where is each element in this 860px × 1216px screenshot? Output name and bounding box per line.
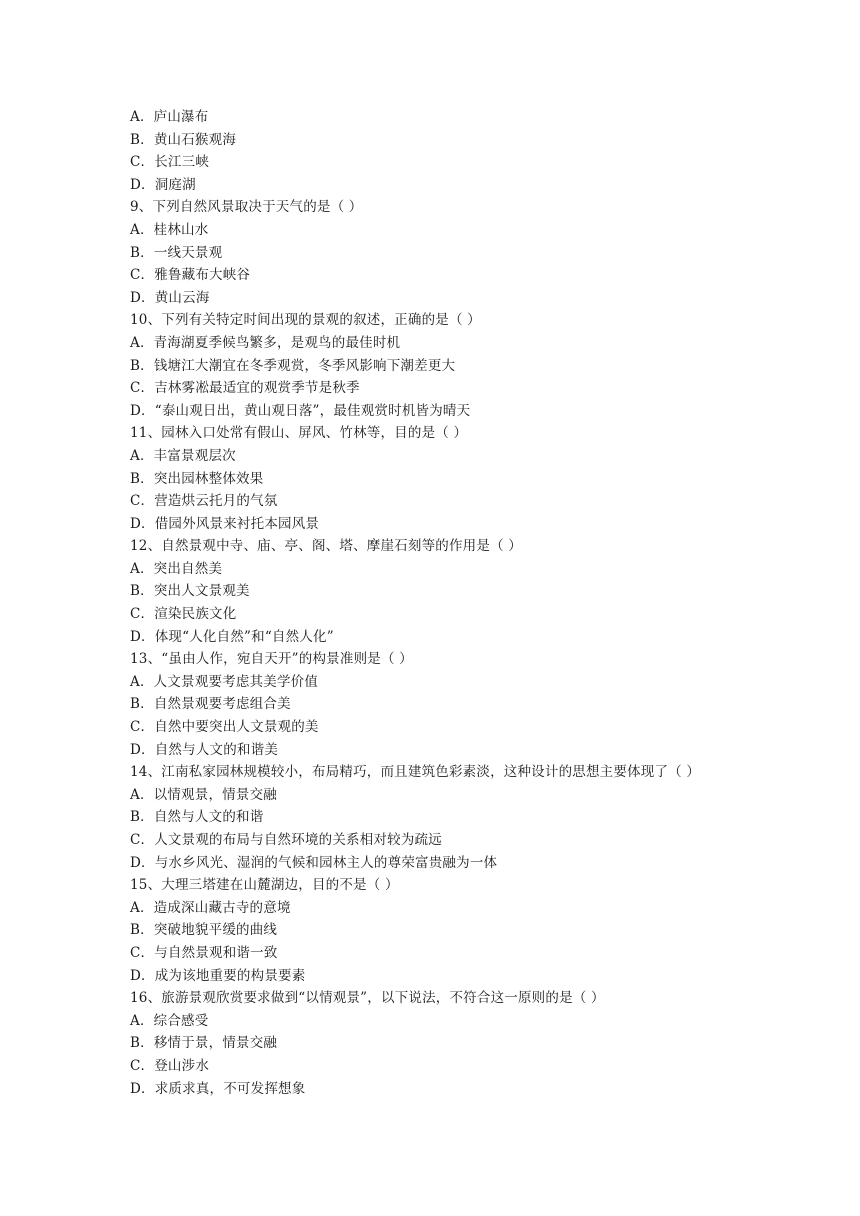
option-line: D．自然与人文的和谐美 [130, 741, 279, 758]
option-line: B．突破地貌平缓的曲线 [130, 922, 278, 939]
option-line: B．突出园林整体效果 [130, 470, 264, 487]
option-line: A．以情观景，情景交融 [130, 786, 277, 803]
option-line: C．长江三峡 [130, 154, 210, 171]
option-line: B．突出人文景观美 [130, 583, 250, 600]
question-line: 12、自然景观中寺、庙、亭、阁、塔、摩崖石刻等的作用是（ ） [130, 538, 522, 555]
option-line: D．借园外风景来衬托本园风景 [130, 515, 320, 532]
option-line: D．洞庭湖 [130, 176, 196, 193]
option-line: D．求质求真，不可发挥想象 [130, 1080, 306, 1097]
option-line: C．雅鲁藏布大峡谷 [130, 267, 251, 284]
option-line: C．自然中要突出人文景观的美 [130, 719, 319, 736]
option-line: B．自然景观要考虑组合美 [130, 696, 291, 713]
option-line: C．人文景观的布局与自然环境的关系相对较为疏远 [130, 832, 442, 848]
question-line: 16、旅游景观欣赏要求做到“以情观景”，以下说法，不符合这一原则的是（ ） [130, 990, 605, 1007]
option-line: C．渲染民族文化 [130, 606, 237, 623]
question-line: 15、大理三塔建在山麓湖边，目的不是（ ） [130, 877, 399, 894]
option-line: C．营造烘云托月的气氛 [130, 493, 278, 510]
question-list [130, 106, 730, 1100]
option-line: A．青海湖夏季候鸟繁多，是观鸟的最佳时机 [130, 334, 401, 351]
option-line: B．黄山石猴观海 [130, 131, 237, 148]
option-line: A．庐山瀑布 [130, 109, 209, 125]
option-line: C．与自然景观和谐一致 [130, 944, 278, 961]
question-line: 14、江南私家园林规模较小，布局精巧，而且建筑色彩素淡，这种设计的思想主要体现了（ ） [130, 764, 701, 781]
option-line: D．体现“人化自然”和“自然人化” [130, 628, 334, 645]
option-line: A．人文景观要考虑其美学价值 [130, 673, 319, 690]
option-line: D．成为该地重要的构景要素 [130, 967, 306, 984]
option-line: D．与水乡风光、湿润的气候和园林主人的尊荣富贵融为一体 [130, 854, 498, 871]
option-line: B．移情于景，情景交融 [130, 1035, 278, 1052]
option-line: A．综合感受 [130, 1012, 209, 1029]
option-line: A．丰富景观层次 [130, 447, 236, 464]
option-line: C．吉林雾凇最适宜的观赏季节是秋季 [130, 380, 360, 397]
option-line: A．突出自然美 [130, 560, 223, 577]
question-line: 11、园林入口处常有假山、屏风、竹林等，目的是（ ） [130, 425, 468, 442]
option-line: C．登山涉水 [130, 1057, 210, 1074]
option-line: D．“泰山观日出，黄山观日落”，最佳观赏时机皆为晴天 [130, 402, 471, 419]
option-line: A．造成深山藏古寺的意境 [130, 899, 291, 916]
option-line: B．钱塘江大潮宜在冬季观赏，冬季风影响下潮差更大 [130, 357, 456, 374]
option-line: A．桂林山水 [130, 221, 209, 238]
question-line: 13、“虽由人作，宛自天开”的构景准则是（ ） [130, 651, 413, 668]
option-line: B．自然与人文的和谐 [130, 809, 264, 826]
question-line: 10、下列有关特定时间出现的景观的叙述，正确的是（ ） [130, 312, 481, 329]
option-line: B．一线天景观 [130, 244, 223, 261]
question-line: 9、下列自然风景取决于天气的是（ ） [130, 199, 363, 216]
option-line: D．黄山云海 [130, 289, 210, 306]
